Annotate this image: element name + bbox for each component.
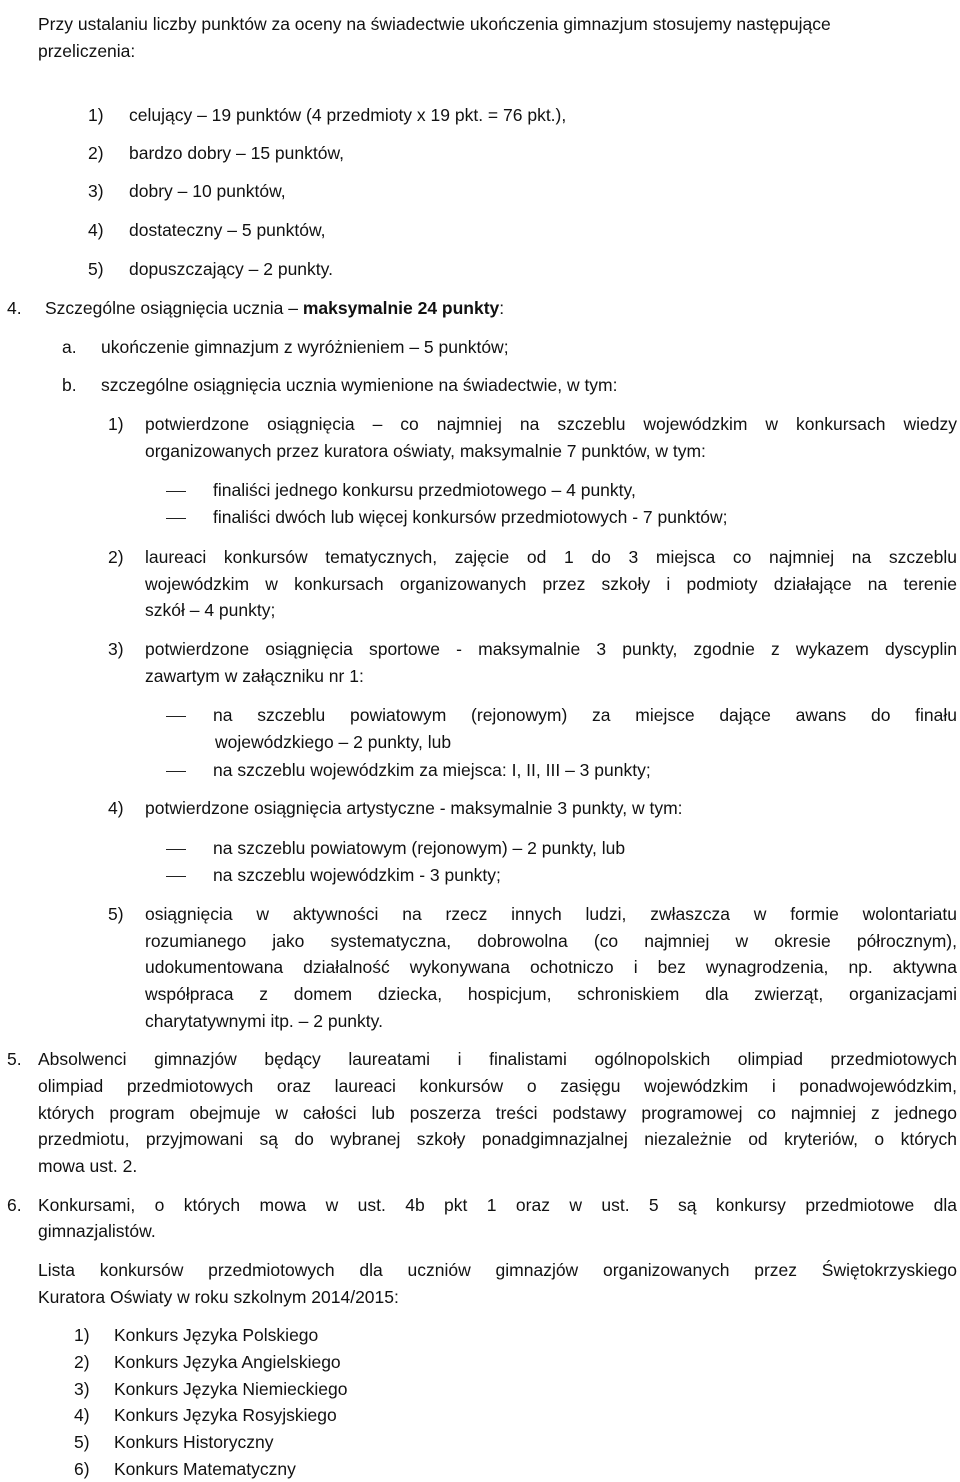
dash-bullet bbox=[166, 518, 186, 519]
sub-3-bullet: na szczeblu wojewódzkim za miejsca: I, II, III – 3 punkty; bbox=[213, 760, 651, 780]
sub-5-line: udokumentowana działalność wykonywana ochotniczo i bez wynagrodzenia, np. aktywna bbox=[145, 957, 957, 977]
sub-3-line: potwierdzone osiągnięcia sportowe - maksymalnie 3 punkty, zgodnie z wykazem dyscyplin bbox=[145, 639, 957, 659]
item-b-marker: b. bbox=[62, 375, 77, 395]
sub-1-line: organizowanych przez kuratora oświaty, maksymalnie 7 punktów, w tym: bbox=[145, 441, 706, 461]
grade-item: dopuszczający – 2 punkty. bbox=[129, 259, 333, 279]
contest-item: Konkurs Języka Niemieckiego bbox=[114, 1379, 348, 1399]
grade-item: bardzo dobry – 15 punktów, bbox=[129, 143, 345, 163]
section-6-marker: 6. bbox=[7, 1195, 22, 1215]
sub-4-line: potwierdzone osiągnięcia artystyczne - maksymalnie 3 punkty, w tym: bbox=[145, 798, 683, 818]
item-a-marker: a. bbox=[62, 337, 77, 357]
sub-2-line: szkół – 4 punkty; bbox=[145, 600, 276, 620]
contest-item: Konkurs Matematyczny bbox=[114, 1459, 296, 1479]
sub-1-bullet: finaliści jednego konkursu przedmiotowego – 4 punkty, bbox=[213, 480, 636, 500]
section-4-bold: maksymalnie 24 punkty bbox=[302, 298, 500, 318]
grade-marker: 4) bbox=[88, 220, 104, 240]
sub-2-line: laureaci konkursów tematycznych, zajęcie od 1 do 3 miejsca co najmniej na szczeblu bbox=[145, 547, 957, 567]
grade-marker: 5) bbox=[88, 259, 104, 279]
dash-bullet bbox=[166, 716, 186, 717]
dash-bullet bbox=[166, 849, 186, 850]
sub-3-bullet: na szczeblu powiatowym (rejonowym) za miejsce dające awans do finału bbox=[213, 705, 957, 725]
grade-marker: 2) bbox=[88, 143, 104, 163]
contest-marker: 3) bbox=[74, 1379, 90, 1399]
contest-item: Konkurs Języka Rosyjskiego bbox=[114, 1405, 337, 1425]
dash-bullet bbox=[166, 491, 186, 492]
contest-marker: 5) bbox=[74, 1432, 90, 1452]
contest-marker: 1) bbox=[74, 1325, 90, 1345]
section-5-marker: 5. bbox=[7, 1049, 22, 1069]
sub-4-bullet: na szczeblu powiatowym (rejonowym) – 2 punkty, lub bbox=[213, 838, 626, 858]
contest-item: Konkurs Historyczny bbox=[114, 1432, 274, 1452]
section-6-line: gimnazjalistów. bbox=[38, 1221, 156, 1241]
section-5-line: mowa ust. 2. bbox=[38, 1156, 138, 1176]
sub-1-marker: 1) bbox=[108, 414, 124, 434]
sub-3-bullet: wojewódzkiego – 2 punkty, lub bbox=[215, 732, 452, 752]
intro-line-1: Przy ustalaniu liczby punktów za oceny na świadectwie ukończenia gimnazjum stosujemy następujące bbox=[38, 14, 831, 34]
contest-marker: 6) bbox=[74, 1459, 90, 1479]
sub-1-line: potwierdzone osiągnięcia – co najmniej na szczeblu wojewódzkim w konkursach wiedzy bbox=[145, 414, 957, 434]
list-intro-line: Kuratora Oświaty w roku szkolnym 2014/2015: bbox=[38, 1287, 399, 1307]
sub-1-bullet: finaliści dwóch lub więcej konkursów przedmiotowych - 7 punktów; bbox=[213, 507, 728, 527]
contest-marker: 2) bbox=[74, 1352, 90, 1372]
grade-item: dobry – 10 punktów, bbox=[129, 181, 286, 201]
sub-4-marker: 4) bbox=[108, 798, 124, 818]
sub-3-line: zawartym w załączniku nr 1: bbox=[145, 666, 364, 686]
contest-item: Konkurs Języka Angielskiego bbox=[114, 1352, 341, 1372]
item-b-text: szczególne osiągnięcia ucznia wymienione na świadectwie, w tym: bbox=[101, 375, 618, 395]
sub-3-marker: 3) bbox=[108, 639, 124, 659]
section-5-line: przedmiotu, przyjmowani są do wybranej szkoły ponadgimnazjalnej niezależnie od kryteriów, o których bbox=[38, 1129, 957, 1149]
sub-4-bullet: na szczeblu wojewódzkim - 3 punkty; bbox=[213, 865, 501, 885]
grade-marker: 3) bbox=[88, 181, 104, 201]
grade-item: dostateczny – 5 punktów, bbox=[129, 220, 326, 240]
contest-item: Konkurs Języka Polskiego bbox=[114, 1325, 319, 1345]
sub-5-line: osiągnięcia w aktywności na rzecz innych ludzi, zwłaszcza w formie wolontariatu bbox=[145, 904, 957, 924]
section-6-line: Konkursami, o których mowa w ust. 4b pkt 1 oraz w ust. 5 są konkursy przedmiotowe dla bbox=[38, 1195, 957, 1215]
dash-bullet bbox=[166, 876, 186, 877]
sub-5-line: charytatywnymi itp. – 2 punkty. bbox=[145, 1011, 383, 1031]
section-4-heading bbox=[45, 296, 504, 320]
sub-2-marker: 2) bbox=[108, 547, 124, 567]
section-4-text: Szczególne osiągnięcia ucznia – bbox=[45, 298, 303, 318]
grade-marker: 1) bbox=[88, 105, 104, 125]
section-4-tail: : bbox=[499, 298, 505, 318]
section-4-marker: 4. bbox=[7, 298, 22, 318]
intro-line-2: przeliczenia: bbox=[38, 41, 136, 61]
section-5-line: których program obejmuje w całości lub poszerza treści podstawy programowej co najmniej z jednego bbox=[38, 1103, 957, 1123]
sub-5-line: rozumianego jako systematyczna, dobrowolna (co najmniej w okresie półrocznym), bbox=[145, 931, 957, 951]
section-5-line: olimpiad przedmiotowych oraz laureaci konkursów o zasięgu wojewódzkim i ponadwojewódzkim, bbox=[38, 1076, 957, 1096]
sub-5-marker: 5) bbox=[108, 904, 124, 924]
dash-bullet bbox=[166, 771, 186, 772]
contest-marker: 4) bbox=[74, 1405, 90, 1425]
list-intro-line: Lista konkursów przedmiotowych dla uczniów gimnazjów organizowanych przez Świętokrzyskiego bbox=[38, 1260, 957, 1280]
item-a-text: ukończenie gimnazjum z wyróżnieniem – 5 punktów; bbox=[101, 337, 509, 357]
sub-2-line: wojewódzkim w konkursach organizowanych przez szkoły i podmioty działające na terenie bbox=[145, 574, 957, 594]
sub-5-line: współpraca z domem dziecka, hospicjum, schroniskiem dla zwierząt, organizacjami bbox=[145, 984, 957, 1004]
section-5-line: Absolwenci gimnazjów będący laureatami i finalistami ogólnopolskich olimpiad przedmiotowych bbox=[38, 1049, 957, 1069]
grade-item: celujący – 19 punktów (4 przedmioty x 19 pkt. = 76 pkt.), bbox=[129, 105, 567, 125]
